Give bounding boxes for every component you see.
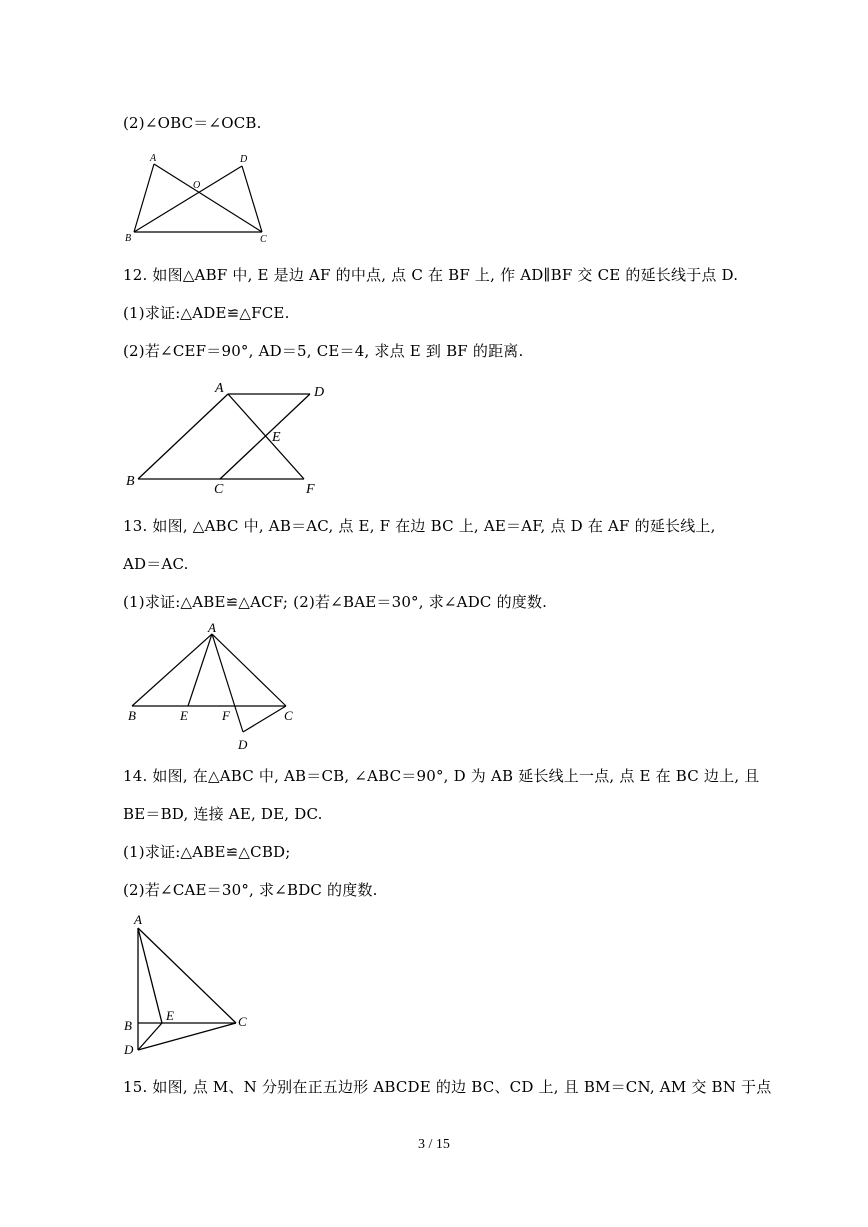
label-d: D	[314, 385, 325, 400]
label-b: B	[124, 1018, 132, 1033]
q14-stem-line1: 14. 如图, 在△ABC 中, AB＝CB, ∠ABC＝90°, D 为 AB 延长线上一点, 点 E 在 BC 边上, 且	[123, 767, 760, 785]
figure-q11	[118, 148, 278, 248]
label-a: A	[150, 153, 157, 164]
label-d: D	[124, 1042, 134, 1057]
q13-parts: (1)求证:△ABE≌△ACF; (2)若∠BAE＝30°, 求∠ADC 的度数.	[123, 593, 548, 611]
label-d: D	[238, 737, 248, 752]
label-o: O	[193, 180, 201, 191]
q14-part2: (2)若∠CAE＝30°, 求∠BDC 的度数.	[123, 881, 378, 899]
q12-part2: (2)若∠CEF＝90°, AD＝5, CE＝4, 求点 E 到 BF 的距离.	[123, 342, 524, 360]
label-f: F	[306, 482, 315, 497]
figure-q14	[118, 908, 268, 1063]
q12-part1: (1)求证:△ADE≌△FCE.	[123, 304, 290, 322]
q15-stem: 15. 如图, 点 M、N 分别在正五边形 ABCDE 的边 BC、CD 上, 且 BM＝CN, AM 交 BN 于点	[123, 1078, 772, 1096]
label-c: C	[214, 482, 224, 497]
label-f: F	[222, 708, 230, 723]
q13-stem-line1: 13. 如图, △ABC 中, AB＝AC, 点 E, F 在边 BC 上, AE＝AF, 点 D 在 AF 的延长线上,	[123, 517, 716, 535]
label-a: A	[134, 912, 142, 927]
segment-de	[138, 1023, 162, 1050]
q14-stem-line2: BE＝BD, 连接 AE, DE, DC.	[123, 805, 323, 823]
label-d: D	[240, 154, 248, 165]
label-c: C	[284, 708, 293, 723]
label-e: E	[180, 708, 188, 723]
label-a: A	[215, 381, 224, 396]
page-number: 3 / 15	[418, 1137, 450, 1152]
figure-q12	[118, 376, 348, 501]
segment-dc	[220, 394, 310, 479]
segment-dc	[243, 706, 286, 732]
segment-ab	[138, 394, 228, 479]
segment-ae	[138, 928, 162, 1023]
q12-stem: 12. 如图△ABF 中, E 是边 AF 的中点, 点 C 在 BF 上, 作 AD∥BF 交 CE 的延长线于点 D.	[123, 266, 739, 284]
label-a: A	[208, 620, 216, 635]
label-b: B	[128, 708, 136, 723]
segment-ac	[138, 928, 236, 1023]
segment-dc	[138, 1023, 236, 1050]
q11-part2: (2)∠OBC＝∠OCB.	[123, 114, 262, 132]
segment-dc	[242, 166, 262, 232]
label-b: B	[126, 474, 135, 489]
label-e: E	[272, 430, 281, 445]
label-c: C	[238, 1014, 247, 1029]
label-c: C	[260, 234, 267, 245]
q13-stem-line2: AD＝AC.	[123, 555, 189, 573]
label-b: B	[125, 233, 132, 244]
label-e: E	[166, 1008, 174, 1023]
segment-af	[228, 394, 304, 479]
q14-part1: (1)求证:△ABE≌△CBD;	[123, 843, 291, 861]
figure-q13	[118, 618, 318, 753]
segment-ac	[154, 164, 262, 232]
